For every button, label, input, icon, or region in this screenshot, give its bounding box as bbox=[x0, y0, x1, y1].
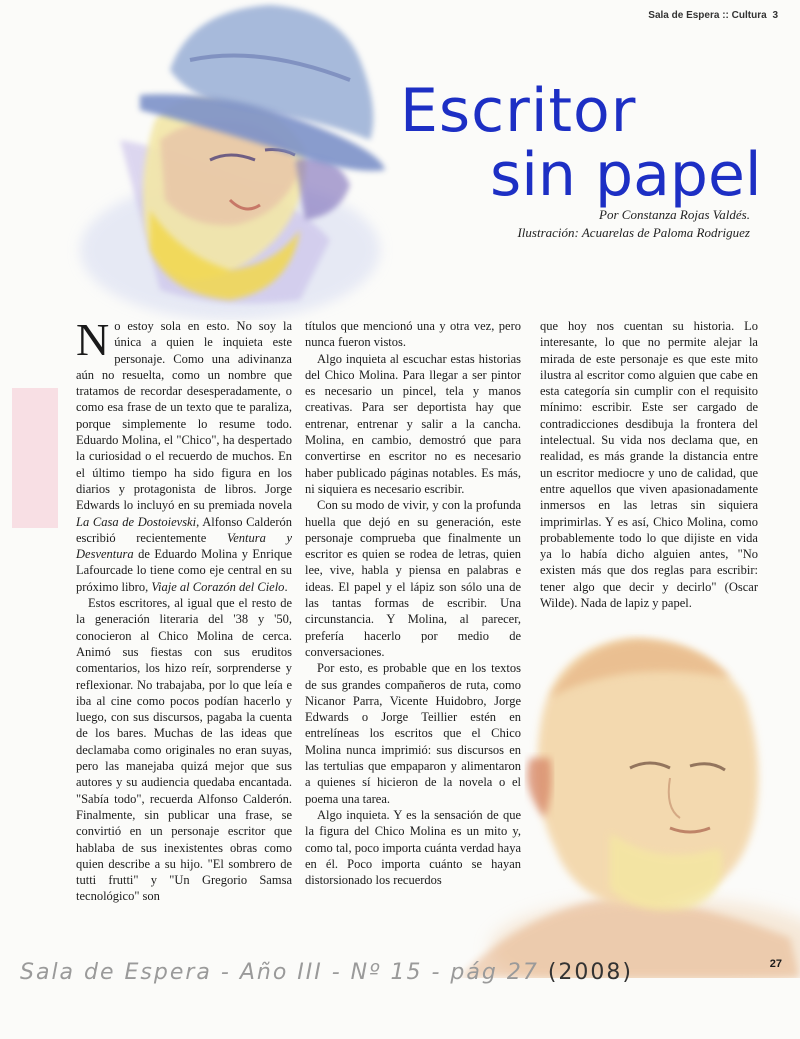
paragraph: títulos que mencionó una y otra vez, pero nunca fueron vistos. bbox=[305, 319, 521, 350]
paragraph: Algo inquieta. Y es la sensación de que la figura del Chico Molina es un mito y, como tal, poco importa cuánta verdad haya en él. Poco importa cuánto se hayan distorsionado los recuerdos bbox=[305, 807, 521, 888]
article-column-1 bbox=[76, 314, 293, 905]
paragraph-text: , Alfonso Calderón escribió recientemente bbox=[76, 514, 292, 545]
handwritten-note bbox=[20, 960, 633, 985]
title-line-1: Escritor bbox=[400, 76, 637, 147]
article-title bbox=[400, 76, 780, 211]
section-header bbox=[648, 10, 778, 21]
author-byline: Por Constanza Rojas Valdés. bbox=[599, 207, 750, 222]
title-line-2: sin papel bbox=[490, 140, 762, 211]
paragraph bbox=[76, 314, 293, 595]
illustration-bald-man bbox=[460, 618, 800, 978]
paragraph-text: de Eduardo Molina y Enrique Lafourcade lo tiene como eje central en su próximo libro, bbox=[76, 547, 292, 594]
handwritten-reference: Sala de Espera - Año III - Nº 15 - pág 27 bbox=[20, 960, 539, 985]
paragraph-text: . bbox=[284, 579, 288, 594]
pink-margin-tab bbox=[12, 388, 58, 528]
book-title: Viaje al Corazón del Cielo bbox=[151, 579, 285, 594]
paragraph: que hoy nos cuentan su historia. Lo interesante, lo que no permite alejar la mirada de este personaje es que este mito ilustra al escritor como alguien que cabe en esta categoría sin cumplir con el requisito mínimo: escribir. Este ser cargado de contradicciones desdibuja la frontera del intelectual. Su vida nos declama que, en realidad, es más grande la distancia entre un escritor mediocre y uno de calidad, que entre aquellos que viven apasionadamente inmersos en las letras sin siquiera imprimirlas. Y es así, Chico Molina, como probablemente todo lo que dijiste en vida ya lo había dicho alguien antes, "No existen más que dos reglas para escribir: tener algo que decir y decirlo" (Oscar Wilde). Nada de lapiz y papel. bbox=[540, 319, 758, 611]
section-label: Sala de Espera :: Cultura bbox=[648, 10, 767, 21]
book-title: La Casa de Dostoievski bbox=[76, 514, 197, 529]
paragraph-text: o estoy sola en esto. No soy la única a quien le inquieta este personaje. Como una adivinanza aún no resuelta, como un nombre que tratamos de recordar desesperadamente, o como esa frase de un texto que te paraliza, porque simplemente lo resume todo. Eduardo Molina, el "Chico", ha despertado la curiosidad o el recuerdo de muchos. En el último tiempo ha sido figura en los diarios y protagonista de libros. Jorge Edwards lo incluyó en su premiada novela bbox=[76, 319, 292, 513]
illustration-credit: Ilustración: Acuarelas de Paloma Rodriguez bbox=[517, 225, 750, 240]
page-number: 27 bbox=[769, 958, 782, 970]
book-title: Ventura y Desventura bbox=[76, 530, 293, 562]
byline-block bbox=[517, 206, 750, 242]
article-column-3 bbox=[540, 318, 758, 611]
paragraph: Algo inquieta al escuchar estas historias del Chico Molina. Para llegar a ser pintor es necesario un pincel, tela y manos creativas. Para ser deportista hay que entrenar, entrenar y salir a la cancha. Molina, en cambio, demostró que para convertirse en escritor no es necesario haber publicado páginas notables. Es más, ni siquiera es necesario escribir. bbox=[305, 351, 521, 496]
handwritten-year: (2008) bbox=[547, 960, 633, 985]
drop-cap: N bbox=[76, 314, 110, 365]
paragraph: Estos escritores, al igual que el resto de la generación literaria del '38 y '50, conocieron al Chico Molina de cerca. Animó sus fiestas con sus eruditos comentarios, los hizo reír, sorprenderse y reflexionar. No trabajaba, por lo que leía e iba al cine como pocos podían hacerlo y luego, con sus discursos, pagaba la cuenta de los bares. Muchas de las ideas que declamaba como originales no eran suyas, pero las manejaba quizá mejor que sus autores y su audiencia quedaba encantada. "Sabía todo", recuerda Alfonso Calderón. Finalmente, sin publicar una frase, se convirtió en un personaje escritor que hablaba de sus inexistentes obras como quien describe a su hijo. "El sombrero de tutti frutti" y "Un Gregorio Samsa tecnológico" son bbox=[76, 596, 292, 904]
illustration-man-with-hat bbox=[60, 0, 400, 320]
page-mark: 3 bbox=[772, 10, 778, 21]
paragraph: Con su modo de vivir, y con la profunda huella que dejó en su generación, este personaje comprueba que finalmente un escritor es quien se rodea de letras, quien lee, vive, habla y piensa en palabras e ideas. El papel y el lápiz son sólo una de las tantas formas de escribir. Una circunstancia. Y Molina, al parecer, prefería hacerlo por medio de conversaciones. bbox=[305, 498, 521, 659]
paragraph: Por esto, es probable que en los textos de sus grandes compañeros de ruta, como Nicanor Parra, Vicente Huidobro, Jorge Edwards o Jorge Teillier estén en entrelíneas los escritos que el Chico Molina nunca imprimió: sus discursos en las tertulias que empaparon y alimentaron a quienes sí hicieron de la novela o el poema una tarea. bbox=[305, 661, 521, 806]
